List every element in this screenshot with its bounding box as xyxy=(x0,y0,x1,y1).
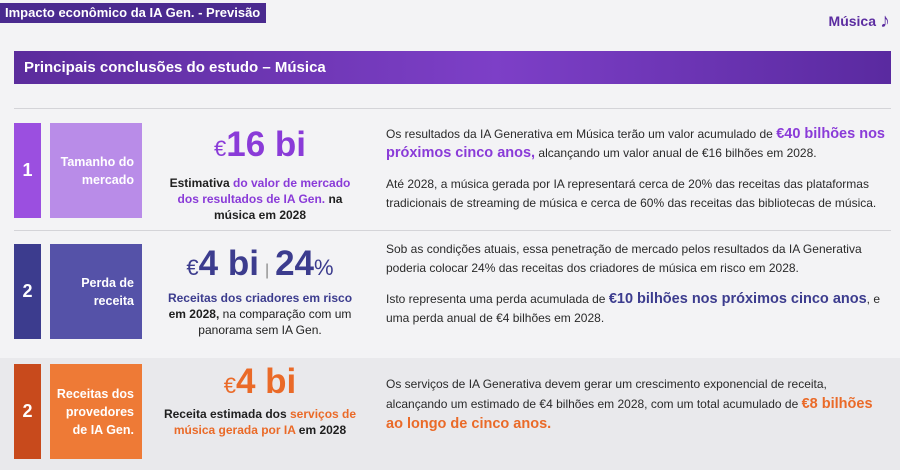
title-tag: Impacto econômico da IA Gen. - Previsão xyxy=(0,3,266,23)
paragraph-text: Os resultados da IA Generativa em Música terão um valor acumulado de xyxy=(386,127,777,141)
big-value: 4 bi xyxy=(235,362,297,401)
divider xyxy=(14,230,891,231)
row-number: 2 xyxy=(14,364,41,459)
conclusions-banner: Principais conclusões do estudo – Música xyxy=(14,51,891,84)
paragraph-highlight: €8 bilhões ao longo de cinco anos. xyxy=(386,396,873,432)
row-description xyxy=(386,374,886,434)
caption-text: em 2028, xyxy=(168,307,220,321)
big-value-2: 24 xyxy=(275,244,315,283)
figure-separator: | xyxy=(264,262,270,279)
paragraph xyxy=(386,290,886,327)
big-figure xyxy=(150,362,370,402)
row-label: Receitas dos provedores de IA Gen. xyxy=(50,364,142,459)
row-number: 2 xyxy=(14,244,41,339)
music-note-icon: ♪ xyxy=(880,10,890,32)
paragraph: Até 2028, a música gerada por IA representará cerca de 20% das receitas das plataformas tradicionais de streaming de música e cerca de 60% das receitas das bibliotecas de música. xyxy=(386,177,877,210)
figure-caption xyxy=(160,175,360,223)
caption-text: na música em 2028 xyxy=(213,192,343,222)
row-label: Tamanho do mercado xyxy=(50,123,142,218)
big-value: 16 bi xyxy=(226,125,306,164)
currency-symbol: € xyxy=(213,136,227,161)
caption-text: Estimativa xyxy=(169,176,233,190)
caption-highlight: do valor de mercado dos resultados de IA Gen. xyxy=(177,176,351,206)
row-description xyxy=(386,125,886,212)
divider xyxy=(14,108,891,109)
paragraph-text: alcançando um valor anual de €16 bilhões em 2028. xyxy=(535,145,817,160)
paragraph-highlight: €40 bilhões nos próximos cinco anos, xyxy=(386,126,885,161)
big-value: 4 bi xyxy=(198,244,259,283)
big-figure xyxy=(150,125,370,165)
paragraph: Sob as condições atuais, essa penetração de mercado pelos resultados da IA Generativa poderia colocar 24% das receitas dos criadores de música em risco em 2028. xyxy=(386,242,862,275)
row-label: Perda de receita xyxy=(50,244,142,339)
paragraph-text: Os serviços de IA Generativa devem gerar um crescimento exponencial de receita, alcançando um estimado de €4 bilhões em 2028, com um total acumulado de xyxy=(386,377,827,411)
row-number: 1 xyxy=(14,123,41,218)
figure-caption xyxy=(160,406,360,438)
section-label: Música xyxy=(828,13,876,29)
paragraph xyxy=(386,374,886,434)
caption-text: na comparação com um panorama sem IA Gen. xyxy=(198,307,352,337)
row-description xyxy=(386,240,886,327)
currency-symbol: € xyxy=(223,373,236,398)
big-figure xyxy=(150,244,370,284)
section-indicator xyxy=(829,12,890,30)
percent-sign: % xyxy=(314,255,334,280)
paragraph-text: , e uma perda anual de €4 bilhões em 2028. xyxy=(386,292,881,325)
paragraph-text: Isto representa uma perda acumulada de xyxy=(386,292,609,306)
currency-symbol: € xyxy=(186,255,199,280)
caption-text: em 2028 xyxy=(295,423,347,437)
caption-highlight: serviços de música gerada por IA xyxy=(173,407,357,437)
figure-caption xyxy=(160,290,360,338)
caption-highlight: Receitas dos criadores em risco xyxy=(167,291,353,305)
paragraph-highlight: €10 bilhões nos próximos cinco anos xyxy=(608,291,867,307)
caption-text: Receita estimada dos xyxy=(163,407,290,421)
paragraph xyxy=(386,125,886,162)
